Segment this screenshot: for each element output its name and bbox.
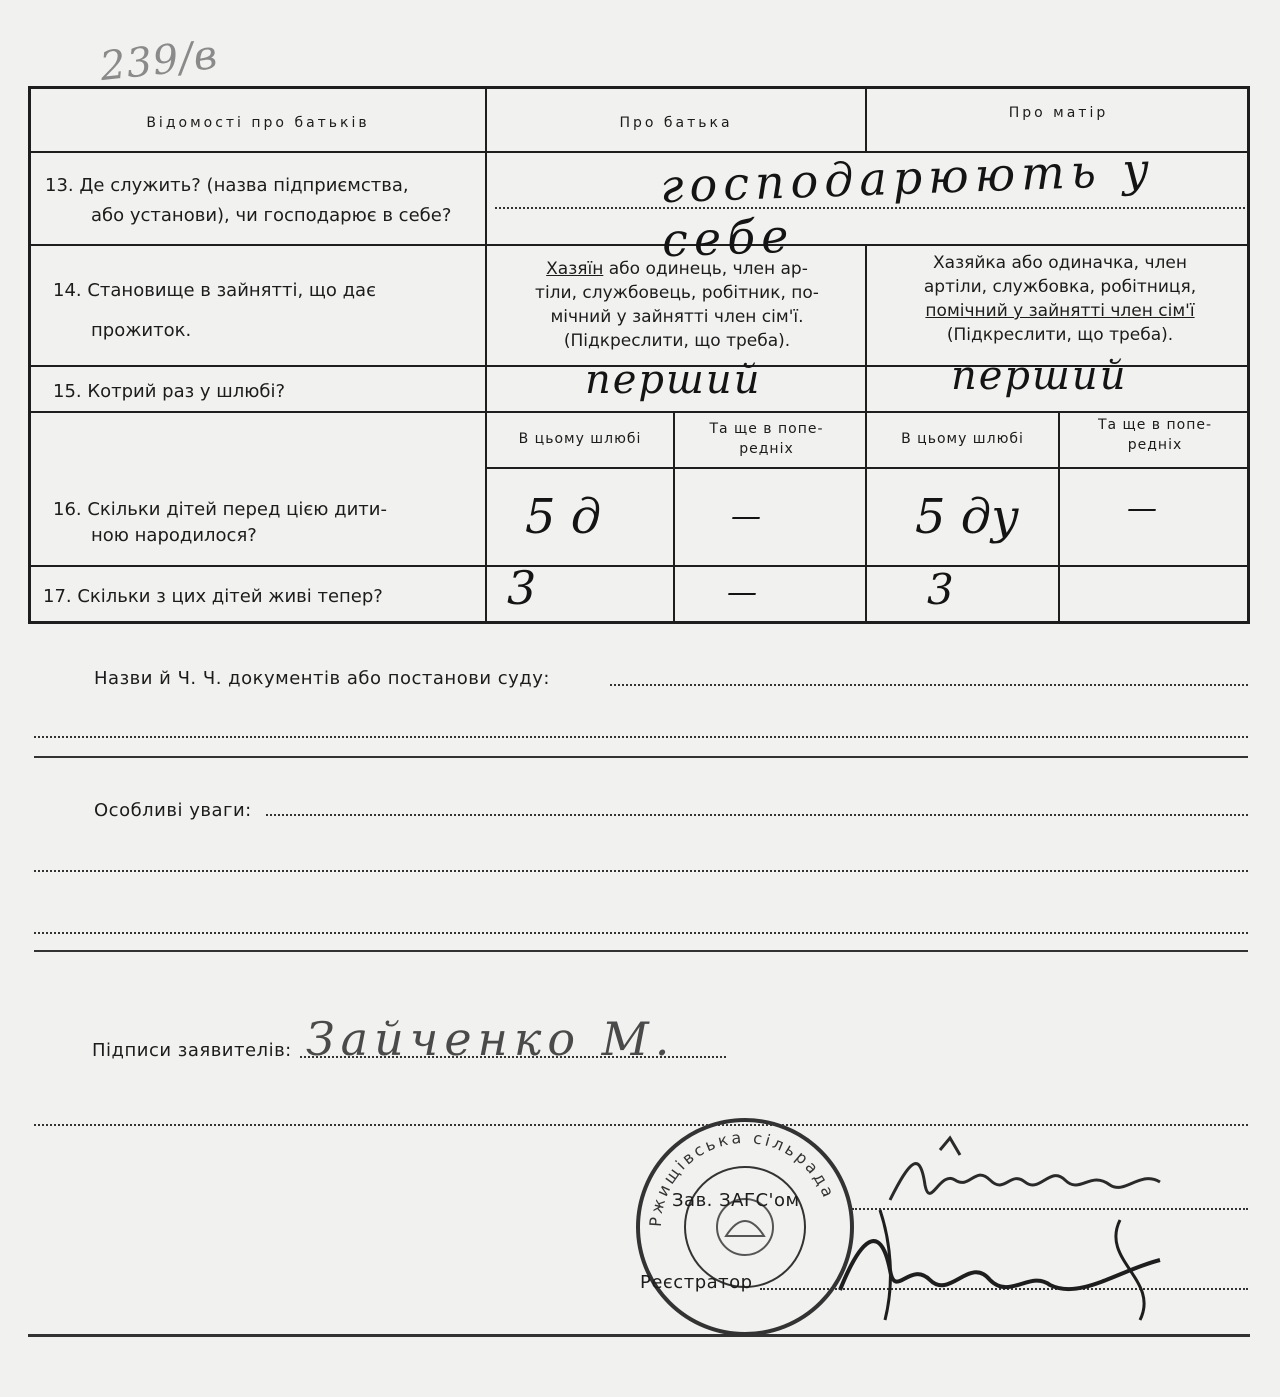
documents-field-line: [610, 684, 1248, 686]
subheader-father-current: В цьому шлюбі: [518, 431, 642, 447]
mother-options-line4: (Підкреслити, що треба).: [946, 325, 1174, 345]
documents-label: Назви й Ч. Ч. документів або постанови суду:: [94, 668, 550, 689]
father-options-line4: (Підкреслити, що треба).: [563, 331, 791, 351]
parents-info-table: [28, 86, 1250, 624]
question-16-line2: ною народилося?: [91, 525, 257, 546]
registrar-signature-handwritten: [800, 1200, 1200, 1330]
remarks-field-line: [266, 814, 1248, 816]
subheader-father-previous-line1: Та ще в попе-: [709, 421, 824, 437]
subheader-father-previous: [675, 419, 858, 459]
answer-16-father-previous-handwritten: —: [731, 499, 761, 534]
question-17: 17. Скільки з цих дітей живі тепер?: [43, 586, 383, 607]
selected-option-owner: Хазяїн: [546, 259, 604, 279]
question-13: [45, 171, 485, 231]
answer-17-father-previous-handwritten: —: [727, 575, 757, 610]
mother-options-line2: артіли, службовка, робітниця,: [923, 277, 1197, 297]
page-number: 239/в: [97, 31, 221, 91]
mother-options-line3: помічний у зайнятті член сім'ї: [925, 301, 1195, 321]
subheader-mother-current: В цьому шлюбі: [901, 431, 1024, 447]
header-parents-info: Відомості про батьків: [146, 115, 370, 131]
answer-16-father-current-handwritten: 5 д: [525, 489, 602, 545]
question-14-line1: 14. Становище в зайнятті, що дає: [53, 280, 376, 301]
subheader-divider: [485, 467, 1250, 469]
answer-17-father-current-handwritten: 3: [507, 561, 537, 615]
subheader-father-previous-line2: редніх: [739, 441, 794, 457]
section-divider: [34, 756, 1248, 758]
answer-16-mother-previous-handwritten: —: [1127, 491, 1157, 526]
registrar-label: Реєстратор: [640, 1272, 753, 1293]
official-seal-text: Ржищівська сільрада: [645, 1127, 839, 1228]
applicant-signature-handwritten: Зайченко М.: [306, 1012, 676, 1066]
header-mother: Про матір: [1008, 105, 1109, 121]
father-occupation-options: [493, 257, 861, 353]
father-options-line2: тіли, службовець, робітник, по-: [535, 283, 819, 303]
question-13-line2: або установи), чи господарює в себе?: [91, 205, 452, 226]
page-bottom-rule: [28, 1334, 1250, 1337]
subheader-mother-previous-line2: редніх: [1127, 437, 1183, 453]
col-divider: [485, 89, 487, 624]
question-14: [53, 273, 483, 349]
row-divider: [31, 565, 1250, 567]
subheader-mother-previous: [1060, 415, 1250, 455]
answer-15-mother-handwritten: перший: [951, 353, 1128, 399]
remarks-field-line-2: [34, 870, 1248, 872]
section-divider: [34, 950, 1248, 952]
answer-15-father-handwritten: перший: [585, 357, 762, 403]
remarks-label: Особливі уваги:: [94, 800, 252, 821]
mother-options-line1: Хазяйка або одиначка, член: [933, 253, 1187, 273]
mother-occupation-options: [873, 251, 1247, 347]
signatures-label: Підписи заявителів:: [92, 1040, 292, 1061]
question-16: [53, 497, 483, 549]
answer-16-mother-current-handwritten: 5 ду: [915, 489, 1020, 545]
subheader-mother-previous-line1: Та ще в попе-: [1097, 417, 1213, 433]
head-label: Зав. ЗАГС'ом: [672, 1190, 800, 1211]
question-15: 15. Котрий раз у шлюбі?: [53, 381, 286, 402]
question-14-line2: прожиток.: [91, 320, 192, 341]
documents-field-line-2: [34, 736, 1248, 738]
father-options-line1-rest: або одинець, член ар-: [603, 259, 808, 279]
question-13-line1: 13. Де служить? (назва підприємства,: [45, 175, 409, 196]
question-16-line1: 16. Скільки дітей перед цією дити-: [53, 499, 387, 520]
answer-13-handwritten: господарюють у себе: [659, 141, 1156, 268]
header-father: Про батька: [619, 115, 733, 131]
father-options-line1: [493, 257, 861, 281]
answer-17-mother-current-handwritten: 3: [927, 565, 954, 614]
row-divider: [31, 411, 1250, 413]
father-options-line3: мічний у зайнятті член сім'ї.: [550, 307, 804, 327]
remarks-field-line-3: [34, 932, 1248, 934]
